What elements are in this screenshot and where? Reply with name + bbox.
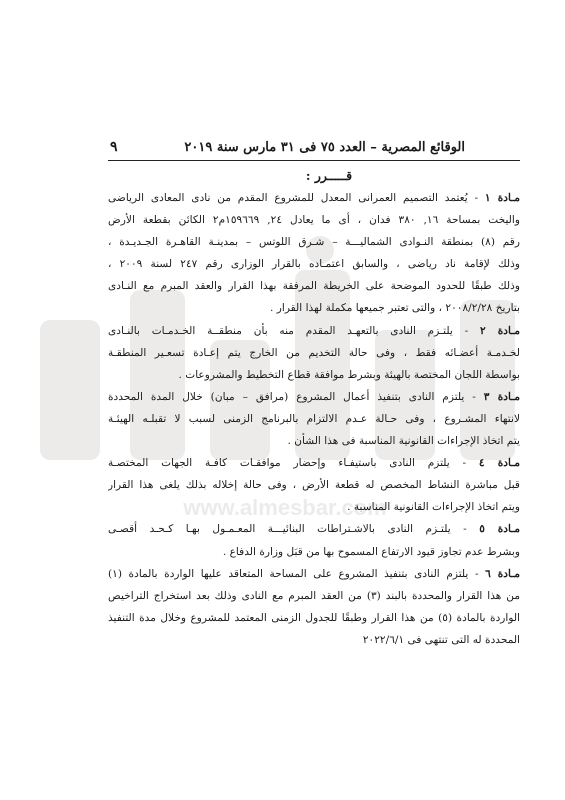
page-number: ٩: [110, 139, 118, 155]
article-line: بتاريخ ٢٠٠٨/٢/٢٨ ، والتى تعتبر جميعها مكملة لهذا القرار .: [270, 302, 520, 315]
article-line: يتم اتخاذ الإجراءات القانونية المناسبة فى هذا الشأن .: [287, 435, 520, 448]
article-line: وذلك طبقًا للحدود الموضحة على الخريطة المرفقة بهذا القرار والعقد المبرم مع النـادى: [108, 280, 520, 293]
article-6-first-line: [108, 563, 520, 585]
article-text: - يلتزم النادى باستيفـاء وإحضار موافقـات كافـة الجهات المختصـة: [108, 457, 479, 470]
article-label: مـادة ٦: [485, 567, 520, 580]
header-title: الوقائع المصرية – العدد ٧٥ فى ٣١ مارس سنة ٢٠١٩: [184, 139, 465, 155]
article-5-first-line: [108, 518, 520, 540]
article-1-first-line: [108, 187, 520, 209]
article-line: وبشرط عدم تجاوز قيود الارتفاع المسموح بها من قبَل وزارة الدفاع .: [222, 545, 520, 558]
page-header: [110, 137, 465, 157]
article-line: واليخت بمساحة ١٦, ٣٨٠ فدان ، أى ما يعادل ٢٤, ١٥٩٦٦٩م٢ الكائن بقطعة الأرض: [108, 214, 520, 227]
decision-heading: قـــــرر :: [305, 168, 353, 183]
article-text: - يلتـزم النادى بالاشـتراطات البنائيـــة المعـمـول بهـا كـحـد أقصـى: [108, 523, 480, 536]
article-line: من هذا القرار والمحددة بالبند (٣) من العقد المبرم مع النادى وذلك بعد استخراج التراخيص: [108, 589, 520, 602]
article-line: وذلك لإقامة ناد رياضى ، والسابق اعتمـاده بالقرار الوزارى رقم ٢٤٧ لسنة ٢٠٠٩ ،: [108, 258, 520, 271]
article-line: لانتهاء المشـروع ، وفى حـالة عـدم الالتزام بالبرنامج الزمنى لسبب لا تقبلـه الهيئـة: [108, 412, 520, 425]
article-text: - يُعتمد التصميم العمرانى المعدل للمشروع المقدم من نادى المعادى الرياضى: [108, 192, 485, 204]
article-3-first-line: [108, 386, 520, 408]
article-text: - يلتزم النادى بتنفيذ المشروع على المساحة المتعاقد عليها الواردة بالمادة (١): [108, 567, 486, 580]
article-line: ويتم اتخاذ الإجراءات القانونية المناسبة .: [347, 501, 520, 514]
article-line: الواردة بالمادة (٥) من هذا القرار وطبقًا للجدول الزمنى المعتمد للمشروع وخلال مدة التنفيذ: [108, 611, 520, 624]
article-label: مـادة ١: [484, 192, 520, 204]
article-text: - يلتزم النادى بتنفيذ أعمال المشروع (مرافق – مبان) خلال المدة المحددة: [108, 390, 484, 403]
article-4-first-line: [108, 452, 520, 474]
article-line: بواسطة اللجان المختصة بالهيئة وبشرط موافقة قطاع التخطيط والمشروعات .: [178, 368, 520, 381]
article-line: لخـدمـة أعضـائه فقط ، وفى حالة التخديم من الخارج يتم إعـادة تسعـير المنطقـة: [108, 346, 520, 359]
svg-text:www.almesbar.com: www.almesbar.com: [183, 495, 387, 520]
article-line: رقم (٨) بمنطقة النـوادى الشماليـــة – شـرق اللوتس – بمدينـة القاهـرة الجـديـدة ،: [108, 236, 520, 249]
article-label: مـادة ٢: [479, 324, 520, 337]
document-body: [108, 165, 520, 651]
article-2-first-line: [108, 320, 520, 342]
article-label: مـادة ٣: [483, 390, 520, 403]
header-divider: [108, 160, 520, 161]
article-line: قبل مباشرة النشاط المخصص له قطعة الأرض ، وفى حالة إخلاله بذلك يلغى هذا القرار: [108, 479, 520, 492]
article-label: مـادة ٥: [479, 523, 520, 536]
article-line: المحددة له التى تنتهى فى ٢٠٢٢/٦/١: [362, 633, 520, 646]
article-label: مـادة ٤: [478, 457, 520, 470]
article-text: - يلتـزم النادى بالتعهـد المقدم منه بأن منطقــة الخـدمـات بالنـادى: [108, 324, 480, 337]
